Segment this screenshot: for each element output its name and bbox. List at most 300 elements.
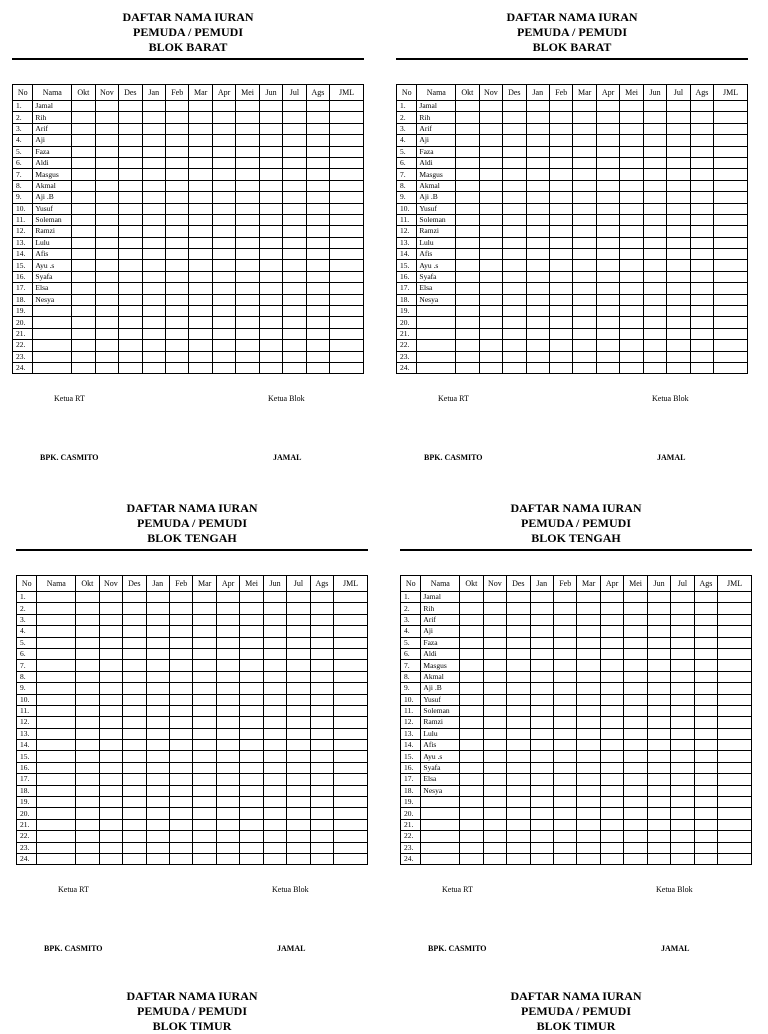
payment-cell	[643, 351, 666, 362]
payment-cell	[306, 328, 329, 339]
payment-cell	[193, 671, 216, 682]
payment-cell	[690, 192, 713, 203]
payment-cell	[212, 192, 235, 203]
payment-cell	[624, 774, 647, 785]
member-name	[417, 328, 456, 339]
total-cell	[334, 637, 368, 648]
payment-cell	[95, 294, 118, 305]
payment-cell	[620, 180, 643, 191]
payment-cell	[526, 237, 549, 248]
row-number: 24.	[17, 853, 37, 864]
payment-cell	[216, 614, 239, 625]
payment-cell	[667, 112, 690, 123]
payment-cell	[690, 135, 713, 146]
payment-cell	[240, 785, 263, 796]
payment-cell	[456, 214, 479, 225]
member-name: Akmal	[417, 180, 456, 191]
payment-cell	[530, 831, 553, 842]
column-header: Mar	[189, 85, 212, 101]
payment-cell	[123, 705, 146, 716]
column-header: Jun	[259, 85, 282, 101]
payment-cell	[212, 351, 235, 362]
table-row	[13, 112, 364, 123]
table-row	[397, 180, 748, 191]
payment-cell	[119, 146, 142, 157]
payment-cell	[212, 214, 235, 225]
payment-cell	[526, 226, 549, 237]
payment-cell	[306, 101, 329, 112]
payment-cell	[671, 694, 694, 705]
payment-cell	[460, 740, 483, 751]
payment-cell	[283, 203, 306, 214]
payment-cell	[460, 592, 483, 603]
payment-cell	[236, 317, 259, 328]
total-cell	[334, 614, 368, 625]
payment-cell	[240, 728, 263, 739]
payment-cell	[212, 112, 235, 123]
payment-cell	[142, 260, 165, 271]
total-cell	[334, 797, 368, 808]
payment-cell	[287, 671, 310, 682]
payment-cell	[620, 192, 643, 203]
payment-cell	[259, 249, 282, 260]
payment-cell	[283, 340, 306, 351]
payment-cell	[479, 146, 502, 157]
payment-cell	[456, 135, 479, 146]
payment-cell	[526, 351, 549, 362]
payment-cell	[577, 637, 600, 648]
column-header: Feb	[169, 576, 192, 592]
column-header: Des	[503, 85, 526, 101]
payment-cell	[573, 157, 596, 168]
payment-cell	[119, 192, 142, 203]
member-name: Aldi	[417, 157, 456, 168]
payment-cell	[240, 842, 263, 853]
payment-cell	[526, 271, 549, 282]
payment-cell	[240, 831, 263, 842]
payment-cell	[119, 226, 142, 237]
signature-name-left: BPK. CASMITO	[424, 453, 483, 462]
payment-cell	[671, 660, 694, 671]
payment-cell	[456, 294, 479, 305]
total-cell	[330, 123, 364, 134]
payment-cell	[259, 180, 282, 191]
payment-cell	[240, 853, 263, 864]
payment-cell	[530, 626, 553, 637]
payment-cell	[573, 283, 596, 294]
payment-cell	[240, 637, 263, 648]
payment-cell	[624, 705, 647, 716]
payment-cell	[283, 192, 306, 203]
payment-cell	[647, 683, 670, 694]
payment-cell	[620, 260, 643, 271]
payment-cell	[507, 637, 530, 648]
payment-cell	[169, 762, 192, 773]
payment-cell	[643, 271, 666, 282]
table-row	[397, 362, 748, 373]
table-row	[401, 694, 752, 705]
payment-cell	[193, 637, 216, 648]
payment-cell	[694, 603, 717, 614]
payment-cell	[99, 853, 122, 864]
payment-cell	[671, 842, 694, 853]
payment-cell	[479, 203, 502, 214]
payment-cell	[165, 180, 188, 191]
payment-cell	[694, 592, 717, 603]
payment-cell	[460, 853, 483, 864]
payment-cell	[526, 123, 549, 134]
payment-cell	[193, 648, 216, 659]
payment-cell	[189, 362, 212, 373]
payment-cell	[169, 853, 192, 864]
payment-cell	[123, 808, 146, 819]
row-number: 16.	[397, 271, 417, 282]
total-cell	[718, 728, 752, 739]
total-cell	[718, 694, 752, 705]
payment-cell	[99, 819, 122, 830]
payment-cell	[142, 214, 165, 225]
payment-cell	[72, 351, 95, 362]
payment-cell	[95, 180, 118, 191]
payment-cell	[647, 705, 670, 716]
payment-cell	[456, 317, 479, 328]
table-row	[13, 169, 364, 180]
table-row	[17, 785, 368, 796]
total-cell	[714, 340, 748, 351]
payment-cell	[596, 351, 619, 362]
payment-cell	[236, 123, 259, 134]
row-number: 5.	[397, 146, 417, 157]
total-cell	[334, 740, 368, 751]
panel-blok-barat-right	[396, 10, 748, 510]
payment-cell	[72, 214, 95, 225]
payment-cell	[507, 751, 530, 762]
payment-cell	[667, 271, 690, 282]
table-row	[13, 260, 364, 271]
total-cell	[714, 135, 748, 146]
payment-cell	[667, 101, 690, 112]
payment-cell	[165, 271, 188, 282]
row-number: 15.	[397, 260, 417, 271]
payment-cell	[479, 362, 502, 373]
payment-cell	[283, 112, 306, 123]
table-row	[397, 135, 748, 146]
payment-cell	[577, 660, 600, 671]
payment-cell	[667, 135, 690, 146]
member-name	[33, 351, 72, 362]
payment-cell	[216, 751, 239, 762]
payment-cell	[119, 362, 142, 373]
payment-cell	[483, 660, 506, 671]
row-number: 11.	[17, 705, 37, 716]
column-header: Feb	[549, 85, 572, 101]
payment-cell	[287, 614, 310, 625]
payment-cell	[479, 328, 502, 339]
payment-cell	[671, 785, 694, 796]
payment-cell	[259, 112, 282, 123]
payment-cell	[189, 157, 212, 168]
payment-cell	[503, 226, 526, 237]
payment-cell	[573, 340, 596, 351]
payment-cell	[600, 637, 623, 648]
payment-cell	[600, 842, 623, 853]
payment-cell	[142, 226, 165, 237]
payment-cell	[287, 626, 310, 637]
payment-cell	[456, 112, 479, 123]
payment-cell	[507, 774, 530, 785]
payment-cell	[507, 785, 530, 796]
payment-cell	[530, 614, 553, 625]
payment-cell	[189, 340, 212, 351]
payment-cell	[690, 169, 713, 180]
payment-cell	[600, 614, 623, 625]
column-header: No	[397, 85, 417, 101]
payment-cell	[165, 169, 188, 180]
column-header: Jul	[283, 85, 306, 101]
payment-cell	[549, 362, 572, 373]
row-number: 22.	[17, 831, 37, 842]
signature-title-right: Ketua Blok	[268, 394, 305, 403]
payment-cell	[460, 603, 483, 614]
total-cell	[330, 328, 364, 339]
payment-cell	[165, 306, 188, 317]
total-cell	[714, 306, 748, 317]
row-number: 8.	[13, 180, 33, 191]
payment-cell	[306, 146, 329, 157]
total-cell	[714, 226, 748, 237]
payment-cell	[667, 260, 690, 271]
payment-cell	[503, 351, 526, 362]
payment-cell	[306, 249, 329, 260]
payment-cell	[526, 214, 549, 225]
payment-cell	[690, 249, 713, 260]
payment-cell	[306, 351, 329, 362]
payment-cell	[577, 831, 600, 842]
payment-cell	[577, 648, 600, 659]
payment-cell	[72, 169, 95, 180]
panel-blok-timur-left	[16, 989, 368, 1033]
payment-cell	[694, 626, 717, 637]
payment-cell	[212, 180, 235, 191]
payment-cell	[165, 146, 188, 157]
payment-cell	[72, 249, 95, 260]
payment-cell	[76, 683, 99, 694]
payment-cell	[72, 226, 95, 237]
row-number: 2.	[397, 112, 417, 123]
payment-cell	[573, 146, 596, 157]
total-cell	[334, 648, 368, 659]
payment-cell	[624, 819, 647, 830]
column-header: Nov	[95, 85, 118, 101]
payment-cell	[643, 101, 666, 112]
payment-cell	[479, 112, 502, 123]
table-row	[397, 306, 748, 317]
payment-cell	[306, 226, 329, 237]
payment-cell	[671, 603, 694, 614]
payment-cell	[119, 317, 142, 328]
member-name	[37, 614, 76, 625]
total-cell	[330, 260, 364, 271]
payment-cell	[620, 214, 643, 225]
payment-cell	[99, 705, 122, 716]
payment-cell	[95, 317, 118, 328]
payment-cell	[460, 614, 483, 625]
payment-cell	[306, 362, 329, 373]
payment-cell	[189, 101, 212, 112]
payment-cell	[573, 328, 596, 339]
payment-cell	[99, 831, 122, 842]
row-number: 3.	[397, 123, 417, 134]
total-cell	[330, 306, 364, 317]
payment-cell	[283, 135, 306, 146]
payment-cell	[146, 762, 169, 773]
payment-cell	[483, 740, 506, 751]
member-name: Rih	[33, 112, 72, 123]
payment-cell	[671, 740, 694, 751]
table-row	[397, 317, 748, 328]
payment-cell	[690, 203, 713, 214]
payment-cell	[287, 603, 310, 614]
payment-cell	[483, 705, 506, 716]
payment-cell	[526, 306, 549, 317]
column-header: Mei	[236, 85, 259, 101]
payment-cell	[287, 842, 310, 853]
payment-cell	[624, 808, 647, 819]
payment-cell	[573, 317, 596, 328]
total-cell	[714, 362, 748, 373]
payment-cell	[142, 180, 165, 191]
payment-cell	[189, 317, 212, 328]
payment-cell	[549, 249, 572, 260]
member-name: Aji .B	[33, 192, 72, 203]
row-number: 15.	[17, 751, 37, 762]
table-row	[13, 306, 364, 317]
payment-cell	[95, 351, 118, 362]
member-name: Yusuf	[33, 203, 72, 214]
payment-cell	[596, 340, 619, 351]
table-row	[13, 237, 364, 248]
payment-cell	[483, 637, 506, 648]
payment-cell	[620, 203, 643, 214]
payment-cell	[259, 169, 282, 180]
payment-cell	[507, 831, 530, 842]
row-number: 16.	[17, 762, 37, 773]
payment-cell	[259, 294, 282, 305]
payment-cell	[216, 648, 239, 659]
payment-cell	[95, 226, 118, 237]
payment-cell	[667, 340, 690, 351]
payment-cell	[119, 169, 142, 180]
table-row	[397, 203, 748, 214]
payment-cell	[667, 226, 690, 237]
table-row	[401, 592, 752, 603]
payment-cell	[549, 351, 572, 362]
payment-cell	[287, 762, 310, 773]
table-row	[17, 614, 368, 625]
payment-cell	[216, 740, 239, 751]
payment-cell	[193, 626, 216, 637]
form-title: DAFTAR NAMA IURAN	[122, 10, 254, 24]
row-number: 8.	[397, 180, 417, 191]
total-cell	[718, 774, 752, 785]
payment-cell	[259, 157, 282, 168]
row-number: 7.	[17, 660, 37, 671]
payment-cell	[503, 192, 526, 203]
payment-cell	[142, 317, 165, 328]
payment-cell	[212, 249, 235, 260]
row-number: 22.	[401, 831, 421, 842]
member-name: Faza	[421, 637, 460, 648]
member-name	[417, 317, 456, 328]
payment-cell	[189, 214, 212, 225]
payment-cell	[620, 317, 643, 328]
payment-cell	[526, 169, 549, 180]
payment-cell	[119, 249, 142, 260]
payment-cell	[694, 705, 717, 716]
payment-cell	[690, 317, 713, 328]
payment-cell	[479, 157, 502, 168]
payment-cell	[72, 203, 95, 214]
payment-cell	[259, 340, 282, 351]
payment-cell	[577, 717, 600, 728]
payment-cell	[165, 260, 188, 271]
payment-cell	[119, 112, 142, 123]
payment-cell	[694, 785, 717, 796]
payment-cell	[310, 751, 333, 762]
payment-cell	[503, 271, 526, 282]
table-header-row	[401, 576, 752, 592]
form-subtitle: PEMUDA / PEMUDI	[133, 25, 243, 39]
member-name: Yusuf	[417, 203, 456, 214]
payment-cell	[690, 328, 713, 339]
row-number: 16.	[13, 271, 33, 282]
payment-cell	[647, 603, 670, 614]
payment-cell	[671, 853, 694, 864]
payment-cell	[216, 603, 239, 614]
payment-cell	[99, 660, 122, 671]
row-number: 19.	[401, 797, 421, 808]
payment-cell	[169, 808, 192, 819]
member-name: Rih	[417, 112, 456, 123]
row-number: 7.	[13, 169, 33, 180]
payment-cell	[553, 819, 576, 830]
form-title-block	[16, 501, 368, 546]
payment-cell	[72, 306, 95, 317]
signature-title-left: Ketua RT	[438, 394, 469, 403]
payment-cell	[263, 637, 286, 648]
payment-cell	[72, 283, 95, 294]
payment-cell	[216, 728, 239, 739]
payment-cell	[647, 728, 670, 739]
payment-cell	[624, 785, 647, 796]
payment-cell	[310, 717, 333, 728]
payment-cell	[189, 271, 212, 282]
row-number: 19.	[397, 306, 417, 317]
table-row	[401, 705, 752, 716]
payment-cell	[577, 797, 600, 808]
table-row	[17, 774, 368, 785]
member-name: Nesya	[417, 294, 456, 305]
payment-cell	[577, 671, 600, 682]
payment-cell	[165, 340, 188, 351]
total-cell	[334, 819, 368, 830]
member-name: Afis	[417, 249, 456, 260]
payment-cell	[240, 705, 263, 716]
payment-cell	[236, 101, 259, 112]
total-cell	[718, 671, 752, 682]
payment-cell	[146, 660, 169, 671]
payment-cell	[263, 728, 286, 739]
